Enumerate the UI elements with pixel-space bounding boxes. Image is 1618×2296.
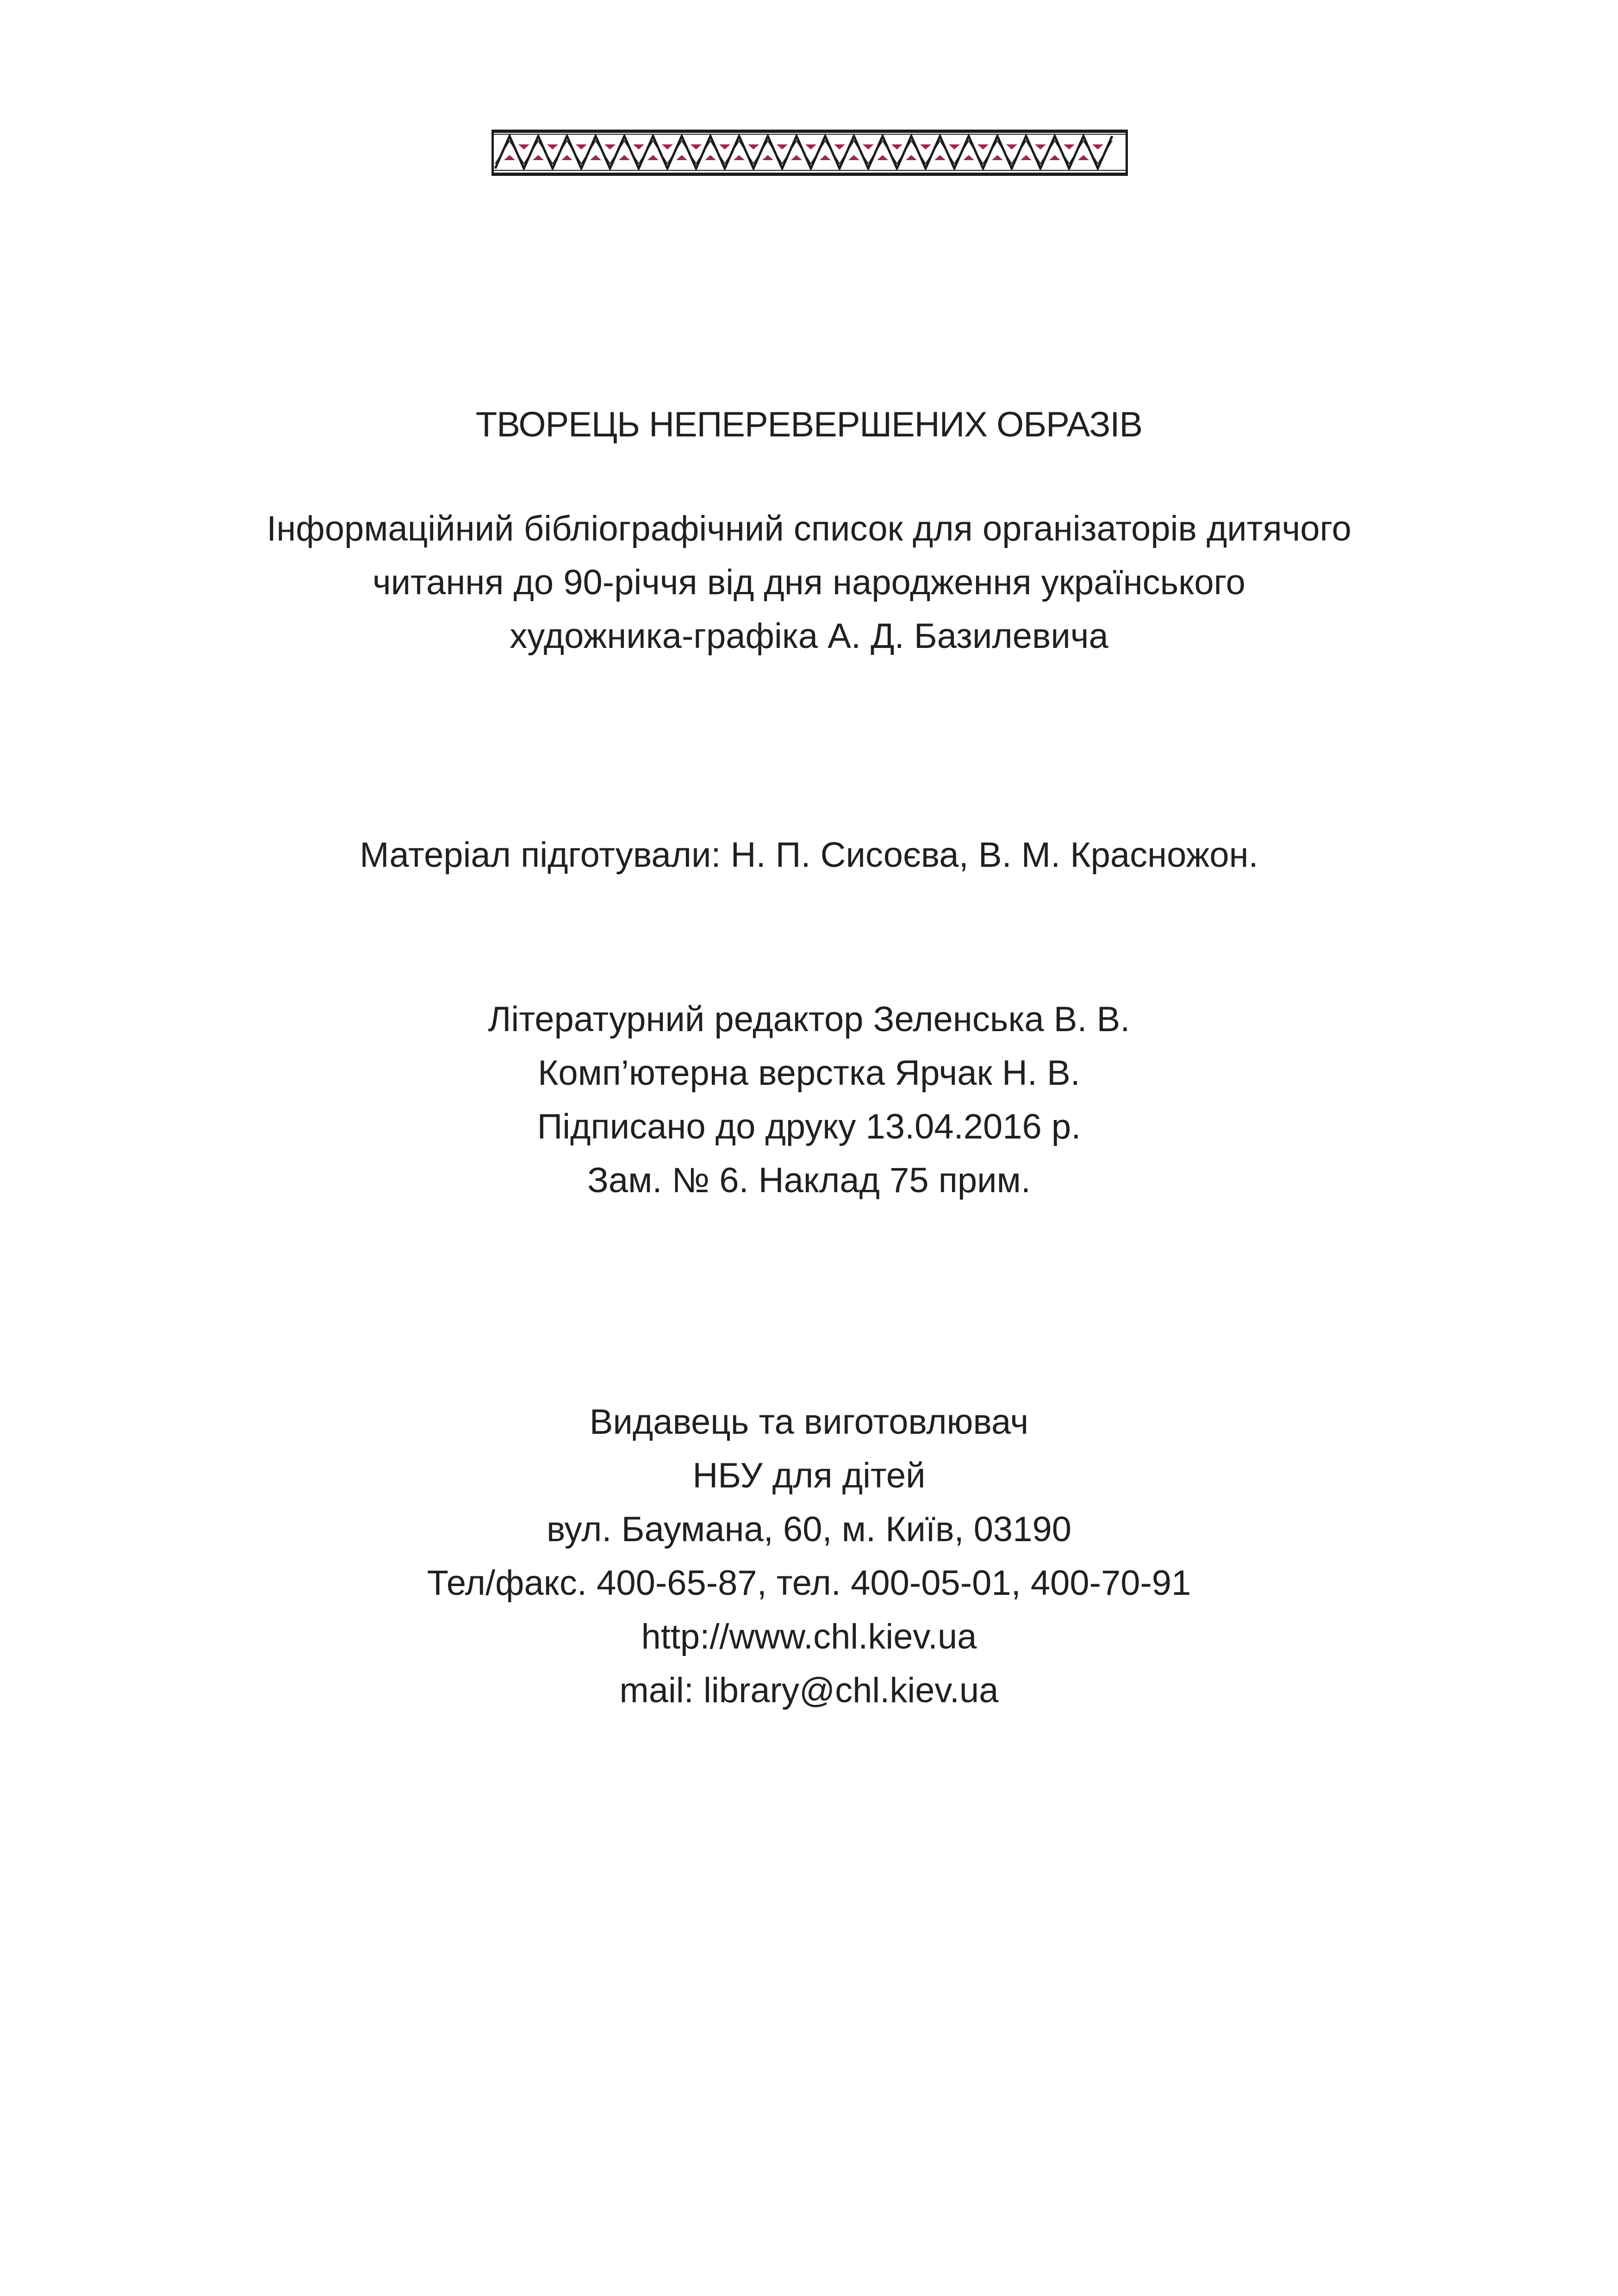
publisher-phones: Тел/факс. 400-65-87, тел. 400-05-01, 400-70-91	[427, 1563, 1191, 1603]
imprint-order: Зам. № 6. Наклад 75 прим.	[587, 1161, 1031, 1200]
imprint-info	[0, 993, 1618, 1207]
imprint-signed: Підписано до друку 13.04.2016 р.	[537, 1107, 1081, 1146]
imprint-layout: Комп’ютерна верстка Ярчак Н. В.	[538, 1053, 1080, 1093]
authors-text: Матеріал підготували: Н. П. Сисоєва, В. М. Красножон.	[360, 835, 1258, 875]
publisher-name: НБУ для дітей	[692, 1456, 926, 1495]
ornament-icon	[492, 130, 1128, 176]
publisher-info	[0, 1395, 1618, 1717]
publisher-label: Видавець та виготовлювач	[589, 1402, 1029, 1442]
publisher-email: mail: library@chl.kiev.ua	[619, 1671, 999, 1710]
ornament-band	[492, 130, 1128, 176]
subtitle-line: читання до 90-річчя від дня народження українського	[373, 563, 1245, 602]
document-title	[0, 398, 1618, 452]
subtitle-line: художника-графіка А. Д. Базилевича	[510, 616, 1108, 656]
document-subtitle	[0, 502, 1618, 663]
subtitle-line: Інформаційний бібліографічний список для організаторів дитячого	[267, 509, 1351, 548]
title-text: ТВОРЕЦЬ НЕПЕРЕВЕРШЕНИХ ОБРАЗІВ	[475, 405, 1143, 444]
authors-credit	[0, 828, 1618, 882]
imprint-editor: Літературний редактор Зеленська В. В.	[488, 1000, 1130, 1039]
publisher-address: вул. Баумана, 60, м. Київ, 03190	[546, 1510, 1072, 1549]
publisher-website: http://www.chl.kiev.ua	[641, 1617, 977, 1656]
